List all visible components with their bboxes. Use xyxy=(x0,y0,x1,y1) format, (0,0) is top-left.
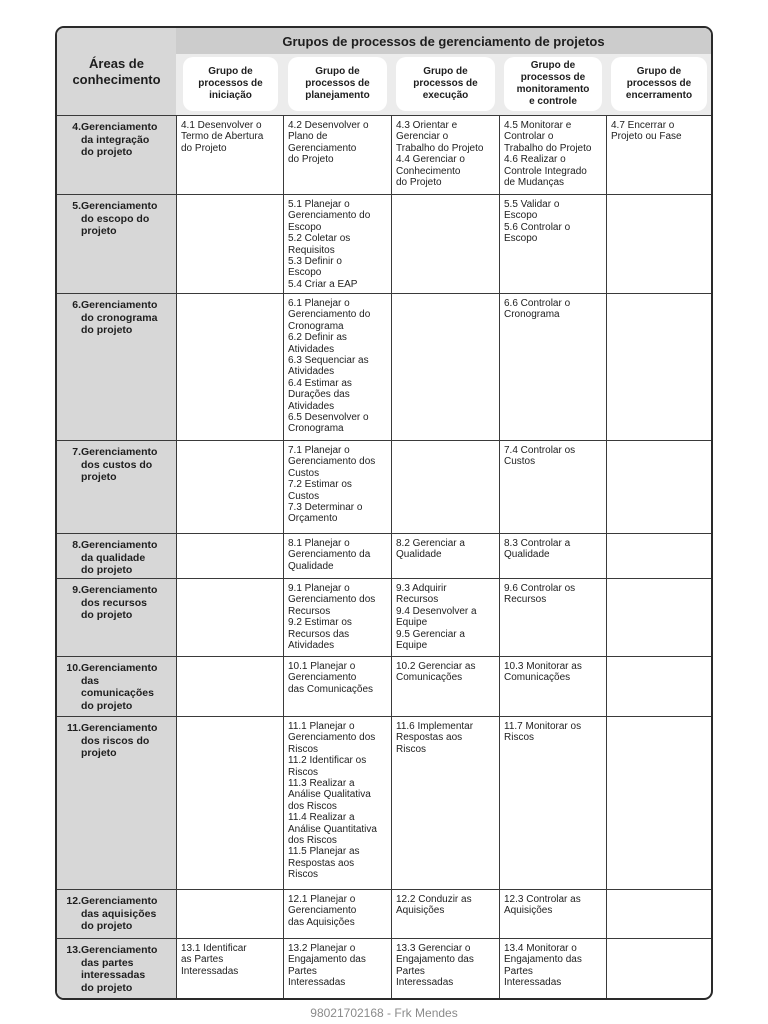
process-cell-closing: 4.7 Encerrar o Projeto ou Fase xyxy=(606,116,711,195)
process-cell-monitoring: 10.3 Monitorar as Comunicações xyxy=(499,657,606,717)
knowledge-area-name: Gerenciamento da qualidade do projeto xyxy=(81,539,158,576)
process-cell-initiation: 4.1 Desenvolver o Termo de Abertura do Projeto xyxy=(176,116,283,195)
process-cell-closing xyxy=(606,195,711,294)
process-cell-planning: 9.1 Planejar o Gerenciamento dos Recursos 9.2 Estimar os Recursos das Atividades xyxy=(283,579,391,657)
knowledge-area-name: Gerenciamento dos recursos do projeto xyxy=(81,584,158,621)
table-row xyxy=(57,194,711,294)
knowledge-area-name: Gerenciamento da integração do projeto xyxy=(81,121,158,158)
table-row xyxy=(57,440,711,534)
process-cell-planning: 8.1 Planejar o Gerenciamento da Qualidade xyxy=(283,534,391,579)
knowledge-area-name: Gerenciamento dos riscos do projeto xyxy=(81,722,158,759)
areas-header: Áreas de conhecimento xyxy=(57,28,176,115)
knowledge-area-name: Gerenciamento das comunicações do projeto xyxy=(81,662,158,712)
process-cell-execution: 13.3 Gerenciar o Engajamento das Partes Interessadas xyxy=(391,939,499,999)
knowledge-area-name: Gerenciamento das aquisições do projeto xyxy=(81,895,158,932)
process-cell-monitoring: 6.6 Controlar o Cronograma xyxy=(499,294,606,441)
process-cell-execution: 8.2 Gerenciar a Qualidade xyxy=(391,534,499,579)
process-cell-planning: 7.1 Planejar o Gerenciamento dos Custos 7.2 Estimar os Custos 7.3 Determinar o Orçamento xyxy=(283,441,391,534)
table-row xyxy=(57,656,711,717)
process-cell-execution: 12.2 Conduzir as Aquisições xyxy=(391,890,499,939)
knowledge-area-number: 4. xyxy=(72,121,81,133)
process-cell-closing xyxy=(606,294,711,441)
knowledge-area-number: 5. xyxy=(72,200,81,212)
process-cell-monitoring: 7.4 Controlar os Custos xyxy=(499,441,606,534)
knowledge-area-name: Gerenciamento dos custos do projeto xyxy=(81,446,158,483)
process-cell-closing xyxy=(606,441,711,534)
process-cell-execution xyxy=(391,294,499,441)
process-cell-planning: 13.2 Planejar o Engajamento das Partes Interessadas xyxy=(283,939,391,999)
group-header-planning: Grupo de processos de planejamento xyxy=(288,57,387,111)
process-cell-monitoring: 5.5 Validar o Escopo 5.6 Controlar o Escopo xyxy=(499,195,606,294)
knowledge-area-number: 10. xyxy=(66,662,81,674)
process-cell-closing xyxy=(606,534,711,579)
group-header-closing: Grupo de processos de encerramento xyxy=(611,57,707,111)
process-cell-planning: 4.2 Desenvolver o Plano de Gerenciamento do Projeto xyxy=(283,116,391,195)
knowledge-area-cell xyxy=(57,890,176,939)
group-header-monitoring: Grupo de processos de monitoramento e controle xyxy=(504,57,602,111)
table-row xyxy=(57,716,711,890)
process-table xyxy=(55,26,713,1000)
knowledge-area-cell xyxy=(57,441,176,534)
process-cell-planning: 6.1 Planejar o Gerenciamento do Cronograma 6.2 Definir as Atividades 6.3 Sequenciar as Atividades 6.4 Estimar as Durações das Atividades 6.5 Desenvolver o Cronograma xyxy=(283,294,391,441)
process-cell-initiation: 13.1 Identificar as Partes Interessadas xyxy=(176,939,283,999)
knowledge-area-cell xyxy=(57,939,176,999)
knowledge-area-cell xyxy=(57,579,176,657)
groups-title: Grupos de processos de gerenciamento de projetos xyxy=(176,28,711,54)
table-row xyxy=(57,938,711,999)
knowledge-area-name: Gerenciamento do cronograma do projeto xyxy=(81,299,158,336)
process-cell-initiation xyxy=(176,195,283,294)
knowledge-area-number: 8. xyxy=(72,539,81,551)
knowledge-area-number: 6. xyxy=(72,299,81,311)
process-cell-closing xyxy=(606,939,711,999)
process-cell-monitoring: 9.6 Controlar os Recursos xyxy=(499,579,606,657)
table-row xyxy=(57,115,711,195)
process-cell-initiation xyxy=(176,441,283,534)
process-cell-monitoring: 4.5 Monitorar e Controlar o Trabalho do Projeto 4.6 Realizar o Controle Integrado de Mudanças xyxy=(499,116,606,195)
knowledge-area-number: 9. xyxy=(72,584,81,596)
knowledge-area-cell xyxy=(57,294,176,441)
knowledge-area-number: 12. xyxy=(66,895,81,907)
knowledge-area-number: 13. xyxy=(66,944,81,956)
table-row xyxy=(57,889,711,939)
process-cell-monitoring: 13.4 Monitorar o Engajamento das Partes Interessadas xyxy=(499,939,606,999)
knowledge-area-name: Gerenciamento das partes interessadas do projeto xyxy=(81,944,158,994)
process-cell-initiation xyxy=(176,657,283,717)
process-cell-initiation xyxy=(176,717,283,890)
process-cell-initiation xyxy=(176,890,283,939)
process-cell-execution xyxy=(391,195,499,294)
knowledge-area-number: 11. xyxy=(66,722,81,734)
knowledge-area-cell xyxy=(57,116,176,195)
process-cell-planning: 10.1 Planejar o Gerenciamento das Comunicações xyxy=(283,657,391,717)
group-header-execution: Grupo de processos de execução xyxy=(396,57,495,111)
process-cell-execution: 11.6 Implementar Respostas aos Riscos xyxy=(391,717,499,890)
process-cell-initiation xyxy=(176,579,283,657)
knowledge-area-cell xyxy=(57,534,176,579)
process-cell-execution: 9.3 Adquirir Recursos 9.4 Desenvolver a Equipe 9.5 Gerenciar a Equipe xyxy=(391,579,499,657)
process-cell-closing xyxy=(606,890,711,939)
knowledge-area-cell xyxy=(57,717,176,890)
process-cell-closing xyxy=(606,657,711,717)
process-cell-planning: 11.1 Planejar o Gerenciamento dos Riscos 11.2 Identificar os Riscos 11.3 Realizar a Análise Qualitativa dos Riscos 11.4 Realizar a Análise Quantitativa dos Riscos 11.5 Planejar as Respostas aos Riscos xyxy=(283,717,391,890)
knowledge-area-cell xyxy=(57,657,176,717)
process-cell-monitoring: 8.3 Controlar a Qualidade xyxy=(499,534,606,579)
process-cell-monitoring: 11.7 Monitorar os Riscos xyxy=(499,717,606,890)
knowledge-area-number: 7. xyxy=(72,446,81,458)
group-header-initiation: Grupo de processos de iniciação xyxy=(183,57,278,111)
knowledge-area-name: Gerenciamento do escopo do projeto xyxy=(81,200,158,237)
process-cell-closing xyxy=(606,579,711,657)
process-cell-closing xyxy=(606,717,711,890)
process-cell-execution xyxy=(391,441,499,534)
table-row xyxy=(57,578,711,657)
knowledge-area-cell xyxy=(57,195,176,294)
groups-header-strip xyxy=(176,54,711,115)
process-cell-initiation xyxy=(176,294,283,441)
table-row xyxy=(57,533,711,579)
process-cell-monitoring: 12.3 Controlar as Aquisições xyxy=(499,890,606,939)
process-cell-planning: 12.1 Planejar o Gerenciamento das Aquisições xyxy=(283,890,391,939)
process-cell-execution: 4.3 Orientar e Gerenciar o Trabalho do Projeto 4.4 Gerenciar o Conhecimento do Projeto xyxy=(391,116,499,195)
footer-credit: 98021702168 - Frk Mendes xyxy=(310,1006,458,1020)
process-cell-planning: 5.1 Planejar o Gerenciamento do Escopo 5.2 Coletar os Requisitos 5.3 Definir o Escopo 5.4 Criar a EAP xyxy=(283,195,391,294)
process-cell-initiation xyxy=(176,534,283,579)
table-row xyxy=(57,293,711,441)
process-cell-execution: 10.2 Gerenciar as Comunicações xyxy=(391,657,499,717)
